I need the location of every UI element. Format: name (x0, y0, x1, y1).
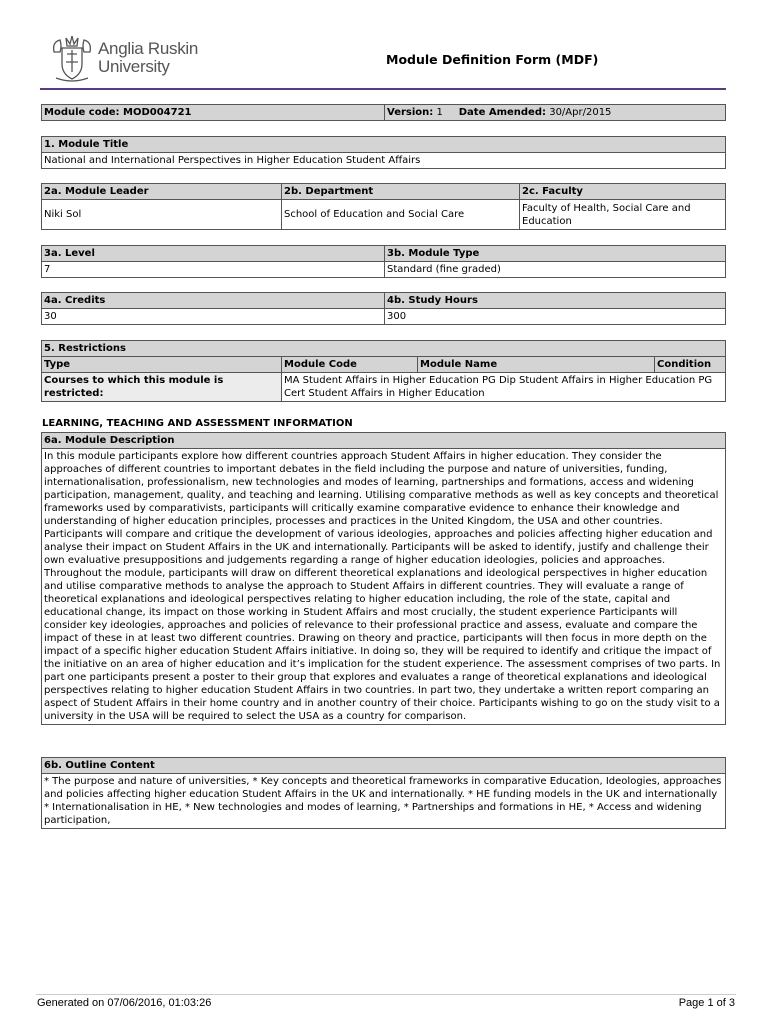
version-label: Version: (387, 107, 434, 118)
restrictions-col-type: Type (42, 357, 282, 373)
lta-heading: LEARNING, TEACHING AND ASSESSMENT INFORMATION (42, 418, 353, 429)
faculty-value: Faculty of Health, Social Care and Education (520, 200, 726, 230)
module-title-value: National and International Perspectives in Higher Education Student Affairs (42, 153, 726, 169)
university-name (98, 40, 198, 76)
university-name-line2: University (98, 57, 170, 76)
outline-text: * The purpose and nature of universities, * Key concepts and theoretical frameworks in comparative Education, Ideologies, approaches and policies affecting higher education Student Affairs in the UK and internationally. * HE funding models in the UK and internationally * Internationalisation in HE, * New technologies and modes of learning, * Partnerships and formations in HE, * Access and widening participation, (42, 774, 726, 829)
page-title: Module Definition Form (MDF) (386, 52, 599, 67)
description-heading: 6a. Module Description (42, 433, 726, 449)
footer-rule (36, 994, 736, 995)
study-hours-value: 300 (385, 309, 726, 325)
credits-value: 30 (42, 309, 385, 325)
credits-heading: 4a. Credits (42, 293, 385, 309)
version-date-cell (385, 105, 726, 121)
module-title-heading: 1. Module Title (42, 137, 726, 153)
restrictions-row-value: MA Student Affairs in Higher Education PG Dip Student Affairs in Higher Education PG Cert Student Affairs in Higher Education (282, 373, 726, 402)
restrictions-heading: 5. Restrictions (42, 341, 726, 357)
description-text: In this module participants explore how different countries approach Student Affairs in higher education. They consider the approaches of different countries to important debates in the field including the purpose and nature of universities, funding, internationalisation, professionalism, new technologies and modes of learning, partnerships and formations, access and widening participation, management, quality, and teaching and learning. Utilising comparative methods as well as key concepts and theoretical frameworks used by comparativists, participants will critically examine comparative evidence to enhance their knowledge and understanding of higher education principles, processes and practices in the United Kingdom, the USA and other countries. Participants will compare and critique the development of various ideologies, approaches and policies affecting higher education and analyse their impact on Student Affairs in the UK and internationally. Participants will be asked to identify, justify and challenge their own evaluative presuppositions and judgements regarding a range of higher education ideologies, policies and approaches. Throughout the module, participants will draw on different theoretical explanations and ideological perspectives in higher education and utilise comparative methods to analyse the approach to Student Affairs in different countries. They will evaluate a range of theoretical explanations and ideological perspectives relating to higher education including, the role of the state, capital and educational change, its impact on those working in Student Affairs and most crucially, the student experience Participants will consider key ideologies, approaches and policies of relevance to their professional practice and assess, evaluate and compare the impact of these in at least two different countries. Drawing on theory and practice, participants will then focus in more depth on the impact of a specific higher education Student Affairs initiative. In doing so, they will be required to identify and critique the impact of the initiative on an area of higher education and it’s implication for the student experience. The assessment comprises of two parts. In part one participants present a poster to their group that explores and evaluates a range of theoretical explanations and ideological perspectives relating to higher education Student Affairs in two countries. In part two, they undertake a written report comparing an aspect of Student Affairs in their home country and in another country of their choice. Participants wishing to go on the study visit to a university in the USA will be required to select the USA as a country for comparison. (42, 449, 726, 725)
restrictions-table (41, 340, 726, 402)
date-amended-label: Date Amended: (458, 107, 547, 118)
module-code: Module code: MOD004721 (42, 105, 385, 121)
module-type-value: Standard (fine graded) (385, 262, 726, 278)
university-crest-icon (50, 34, 94, 82)
restrictions-col-code: Module Code (282, 357, 418, 373)
module-type-heading: 3b. Module Type (385, 246, 726, 262)
module-leader-value: Niki Sol (42, 200, 282, 230)
module-leader-heading: 2a. Module Leader (42, 184, 282, 200)
study-hours-heading: 4b. Study Hours (385, 293, 726, 309)
header-rule (40, 88, 726, 90)
faculty-heading: 2c. Faculty (520, 184, 726, 200)
restrictions-col-name: Module Name (418, 357, 655, 373)
university-name-line1: Anglia Ruskin (98, 39, 199, 58)
module-title-table (41, 136, 726, 169)
department-heading: 2b. Department (282, 184, 520, 200)
restrictions-col-condition: Condition (655, 357, 726, 373)
outline-table (41, 757, 726, 829)
date-amended-value: 30/Apr/2015 (549, 107, 612, 118)
university-logo (50, 34, 198, 82)
level-heading: 3a. Level (42, 246, 385, 262)
restrictions-row-label: Courses to which this module is restricted: (42, 373, 282, 402)
level-value: 7 (42, 262, 385, 278)
credits-table (41, 292, 726, 325)
level-table (41, 245, 726, 278)
description-table (41, 432, 726, 725)
leader-table (41, 183, 726, 230)
generated-timestamp: Generated on 07/06/2016, 01:03:26 (37, 997, 212, 1009)
outline-heading: 6b. Outline Content (42, 758, 726, 774)
page-number: Page 1 of 3 (678, 997, 735, 1009)
module-code-table (41, 104, 726, 121)
department-value: School of Education and Social Care (282, 200, 520, 230)
version-value: 1 (436, 107, 443, 118)
